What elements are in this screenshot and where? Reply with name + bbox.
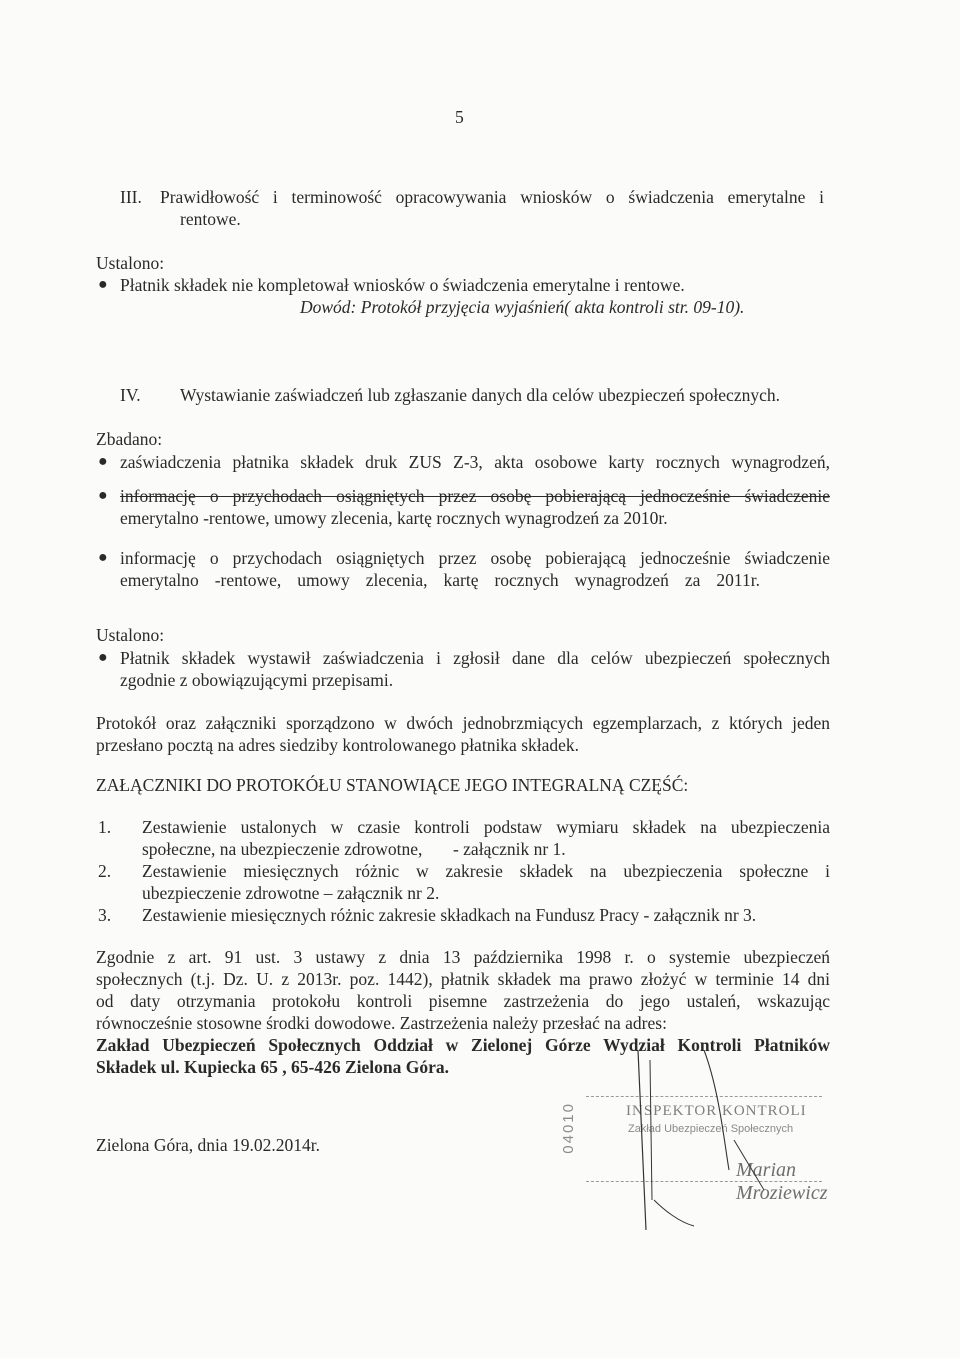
bullet-icon: ● — [98, 276, 108, 293]
zbadano-item-2-line1: informację o przychodach osiągniętych przez osobę pobierającą jednocześnie świadczenie — [120, 486, 830, 506]
attachments-heading: ZAŁĄCZNIKI DO PROTOKÓŁU STANOWIĄCE JEGO INTEGRALNĄ CZĘŚĆ: — [96, 775, 689, 795]
attachment-2-line2: ubezpieczenie zdrowotne – załącznik nr 2. — [142, 883, 440, 903]
ustalono-label: Ustalono: — [96, 253, 165, 273]
protocol-line1: Protokół oraz załączniki sporządzono w dwóch jednobrzmiących egzemplarzach, z których jeden — [96, 713, 830, 733]
ustalono-label: Ustalono: — [96, 625, 165, 645]
attachment-3-line1: Zestawienie miesięcznych różnic zakresie składkach na Fundusz Pracy - załącznik nr 3. — [142, 905, 757, 925]
attachment-1-line2: społeczne, na ubezpieczenie zdrowotne, - załącznik nr 1. — [142, 839, 566, 859]
zbadano-item-3-line2: emerytalno -rentowe, umowy zlecenia, kartę rocznych wynagrodzeń za 2011r. — [120, 570, 760, 590]
attachment-number: 2. — [98, 861, 112, 881]
bullet-icon: ● — [98, 487, 108, 504]
section-3-title-line1: Prawidłowość i terminowość opracowywania wniosków o świadczenia emerytalne i — [160, 187, 824, 207]
stamp-institution: Zakład Ubezpieczeń Społecznych — [628, 1123, 794, 1135]
attachment-1-line1: Zestawienie ustalonych w czasie kontroli podstaw wymiaru składek na ubezpieczenia — [142, 817, 830, 837]
place-date: Zielona Góra, dnia 19.02.2014r. — [96, 1135, 321, 1155]
address-line2: Składek ul. Kupiecka 65 , 65-426 Zielona Góra. — [96, 1057, 449, 1077]
address-line1: Zakład Ubezpieczeń Społecznych Oddział w Zielonej Górze Wydział Kontroli Płatników — [96, 1035, 830, 1055]
legal-line: społecznych (t.j. Dz. U. z 2013r. poz. 1442), płatnik składek ma prawo złożyć w terminie 14 dni — [96, 969, 830, 989]
stamp-number: 04010 — [560, 1102, 577, 1154]
zbadano-label: Zbadano: — [96, 429, 163, 449]
attachment-number: 1. — [98, 817, 112, 837]
zbadano-item-1: zaświadczenia płatnika składek druk ZUS Z-3, akta osobowe karty rocznych wynagrodzeń, — [120, 452, 830, 472]
bullet-icon: ● — [98, 453, 108, 470]
official-stamp — [554, 1090, 828, 1204]
bullet-icon: ● — [98, 649, 108, 666]
section-4-number: IV. — [120, 385, 141, 405]
ustalono-2-line2: zgodnie z obowiązującymi przepisami. — [120, 670, 394, 690]
section-3-number: III. — [120, 187, 142, 207]
section-4-title: Wystawianie zaświadczeń lub zgłaszanie danych dla celów ubezpieczeń społecznych. — [180, 385, 780, 405]
section-3-title-line2: rentowe. — [180, 209, 241, 229]
signature-strokes — [554, 1050, 824, 1240]
legal-line: równocześnie stosowne środki dowodowe. Zastrzeżenia należy przesłać na adres: — [96, 1013, 667, 1033]
zbadano-item-2-line2: emerytalno -rentowe, umowy zlecenia, kartę rocznych wynagrodzeń za 2010r. — [120, 508, 668, 528]
protocol-line2: przesłano pocztą na adres siedziby kontrolowanego płatnika składek. — [96, 735, 580, 755]
attachment-2-line1: Zestawienie miesięcznych różnic w zakresie składek na ubezpieczenia społeczne i — [142, 861, 830, 881]
page-number: 5 — [455, 107, 464, 127]
attachment-number: 3. — [98, 905, 112, 925]
legal-line: Zgodnie z art. 91 ust. 3 ustawy z dnia 13 października 1998 r. o systemie ubezpieczeń — [96, 947, 830, 967]
ustalono-2-line1: Płatnik składek wystawił zaświadczenia i zgłosił dane dla celów ubezpieczeń społecznych — [120, 648, 830, 668]
zbadano-item-3-line1: informację o przychodach osiągniętych przez osobę pobierającą jednocześnie świadczenie — [120, 548, 830, 568]
legal-line: od daty otrzymania protokołu kontroli pisemne zastrzeżenia do jego ustaleń, wskazując — [96, 991, 830, 1011]
evidence-line: Dowód: Protokół przyjęcia wyjaśnień( akta kontroli str. 09-10). — [300, 297, 745, 317]
stamp-signature-name: Marian Mroziewicz — [736, 1159, 828, 1204]
bullet-icon: ● — [98, 549, 108, 566]
stamp-title: INSPEKTOR KONTROLI — [626, 1103, 807, 1119]
ustalono-bullet-text: Płatnik składek nie kompletował wniosków o świadczenia emerytalne i rentowe. — [120, 275, 685, 295]
